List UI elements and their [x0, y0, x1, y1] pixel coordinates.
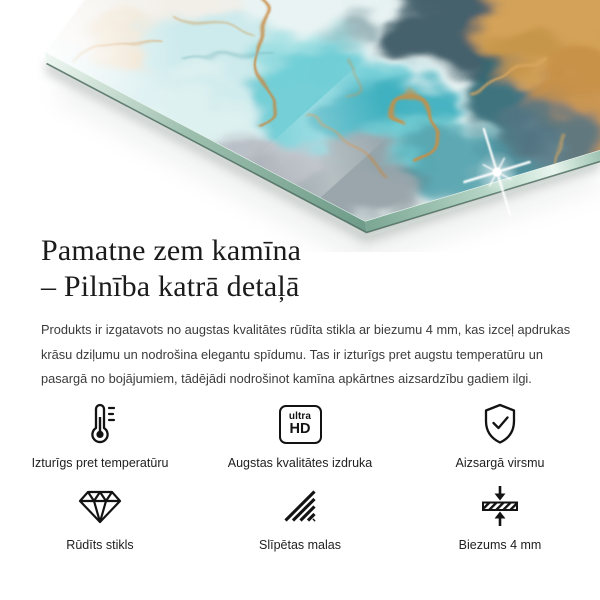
ultra-hd-label-bottom: HD: [289, 421, 311, 437]
feature-item-beveled-edges: [200, 482, 400, 552]
feature-item-temperature: [0, 400, 200, 470]
feature-label: Slīpētas malas: [259, 538, 341, 552]
feature-item-tempered-glass: [0, 482, 200, 552]
beveled-edges-icon: [282, 488, 318, 524]
product-hero-image: [0, 0, 600, 252]
feature-label: Izturīgs pret temperatūru: [31, 456, 169, 470]
ultra-hd-icon: [279, 405, 322, 444]
feature-label: Augstas kvalitātes izdruka: [227, 456, 373, 470]
feature-item-protection: [400, 400, 600, 470]
shield-check-icon: [480, 402, 520, 446]
features-grid: [0, 400, 600, 552]
thermometer-icon: [82, 401, 118, 447]
feature-item-thickness: [400, 482, 600, 552]
thickness-icon: [478, 484, 522, 528]
page-title: [41, 233, 576, 305]
text-content: [41, 233, 576, 392]
page-title-line1: Pamatne zem kamīna: [41, 234, 302, 267]
feature-item-print-quality: [200, 400, 400, 470]
diamond-icon: [76, 485, 124, 527]
feature-label: Aizsargā virsmu: [455, 456, 545, 470]
ultra-hd-label-top: ultra: [288, 411, 312, 422]
page-title-line2: – Pilnība katrā detaļā: [41, 270, 300, 303]
glass-panel-graphic: [0, 0, 600, 252]
feature-label: Rūdīts stikls: [66, 538, 134, 552]
feature-label: Biezums 4 mm: [458, 538, 542, 552]
product-description: Produkts ir izgatavots no augstas kvalitātes rūdīta stikla ar biezumu 4 mm, kas izceļ apdrukas krāsu dziļumu un nodrošina elegantu spīdumu. Tas ir izturīgs pret augstu temperatūru un pasargā no bojājumiem, tādējādi nodrošinot kamīna apkārtnes aizsardzību gadiem ilgi.: [41, 322, 571, 386]
